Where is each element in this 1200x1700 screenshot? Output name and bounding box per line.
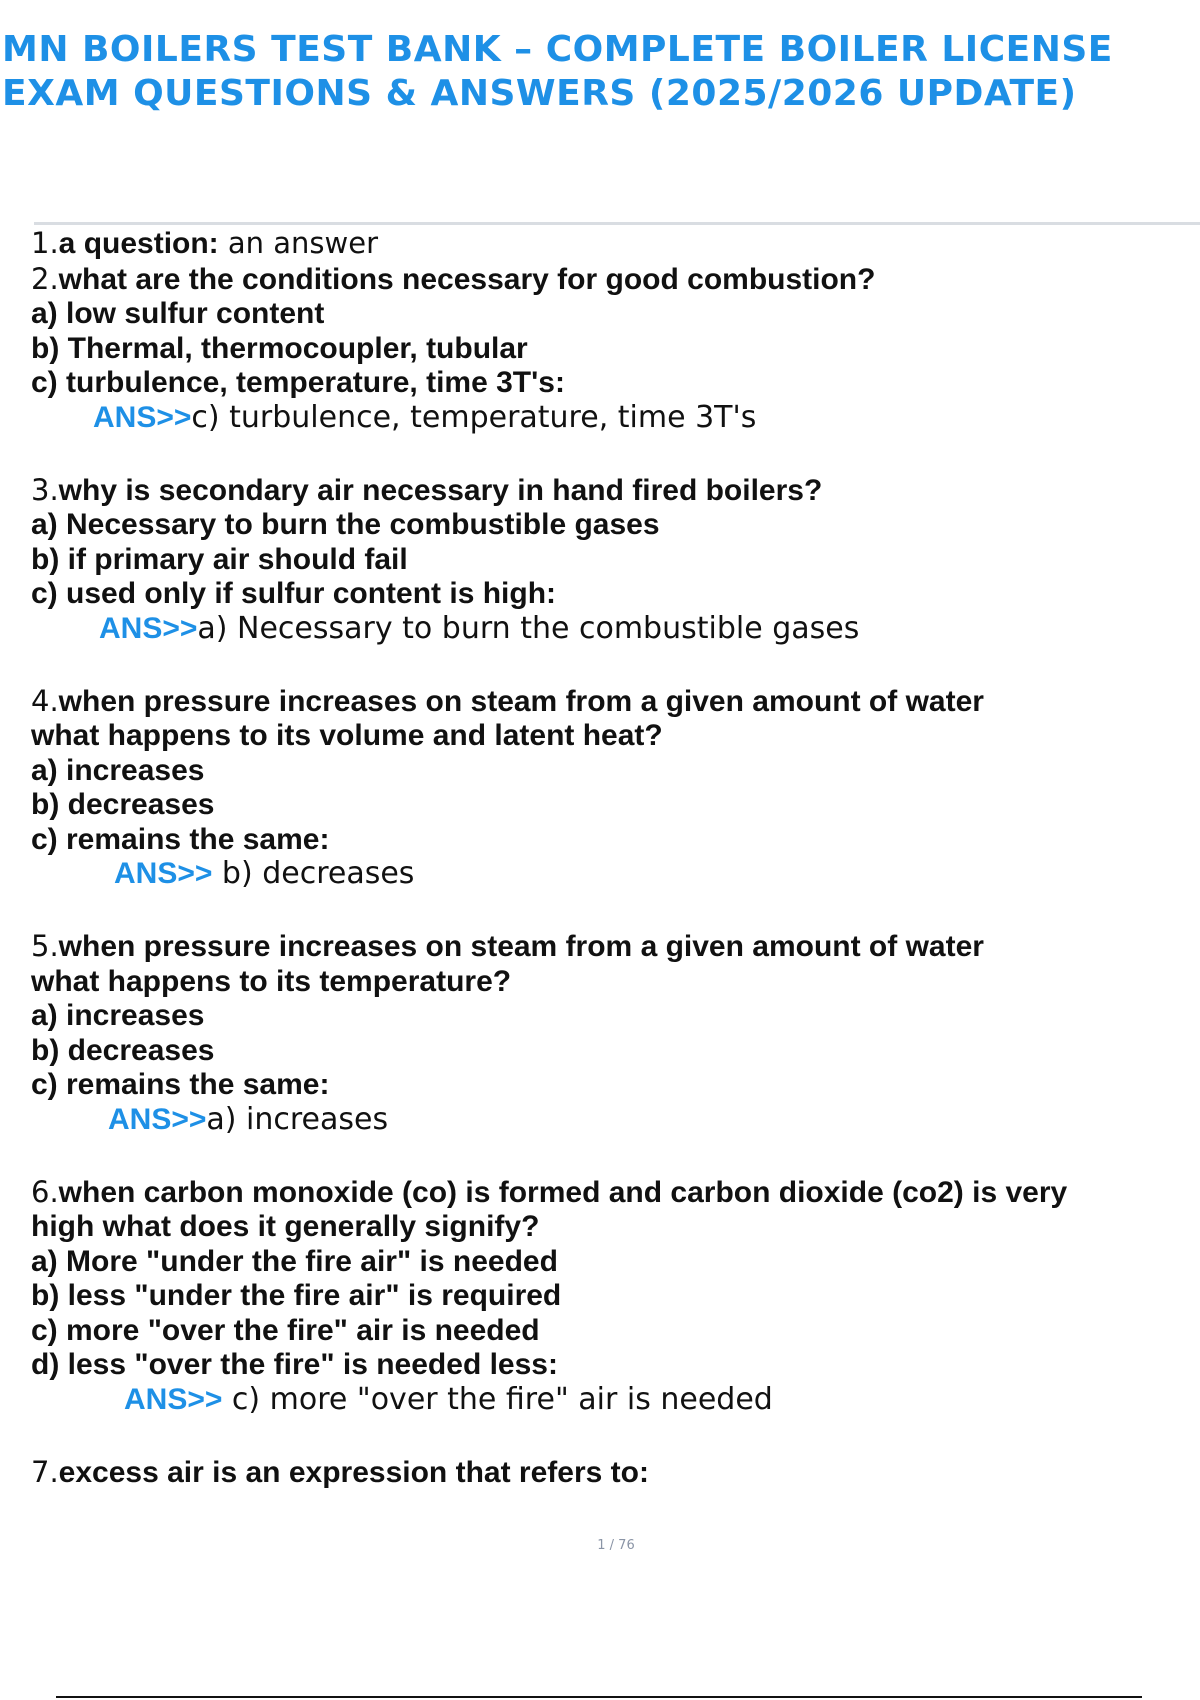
question-text-continued: what happens to its temperature? xyxy=(31,964,512,998)
question-text-continued: what happens to its volume and latent heat? xyxy=(31,719,663,752)
question-text: what are the conditions necessary for good combustion? xyxy=(58,262,876,296)
answer-label: ANS>> xyxy=(108,1102,207,1136)
option-b: b) Thermal, thermocoupler, tubular xyxy=(31,331,528,365)
bottom-divider xyxy=(56,1696,1142,1698)
question-number: 2. xyxy=(31,261,59,296)
answer-text: a) increases xyxy=(206,1101,389,1137)
question-line xyxy=(31,262,1191,298)
option-a: a) increases xyxy=(31,753,205,787)
question-number: 3. xyxy=(31,472,59,507)
page-number: 1 / 76 xyxy=(597,1538,635,1553)
document-title: MN BOILERS TEST BANK – COMPLETE BOILER LICENSE EXAM QUESTIONS & ANSWERS (2025/2026 UPDATE) xyxy=(2,29,1113,114)
question-2 xyxy=(31,262,1191,435)
question-line xyxy=(31,1175,1191,1211)
top-divider xyxy=(34,222,1200,225)
question-text: a question: xyxy=(58,227,219,260)
question-number: 1. xyxy=(31,226,59,260)
answer-label: ANS>> xyxy=(114,857,213,890)
question-text: when pressure increases on steam from a given amount of water xyxy=(58,684,984,718)
question-number: 7. xyxy=(31,1454,59,1489)
answer-text: c) more "over the fire" air is needed xyxy=(222,1381,773,1417)
answer-label: ANS>> xyxy=(99,611,198,645)
option-c: c) used only if sulfur content is high: xyxy=(31,577,557,610)
option-a: a) More "under the fire air" is needed xyxy=(31,1244,558,1278)
question-text: why is secondary air necessary in hand fired boilers? xyxy=(58,473,823,507)
answer-label: ANS>> xyxy=(124,1382,223,1416)
option-a: a) increases xyxy=(31,999,205,1032)
answer-line xyxy=(31,1383,1191,1417)
question-number: 6. xyxy=(31,1174,59,1209)
option-c: c) more "over the fire" air is needed xyxy=(31,1313,540,1347)
question-text: excess air is an expression that refers to: xyxy=(58,1455,649,1489)
option-a: a) low sulfur content xyxy=(31,297,325,330)
question-text: when pressure increases on steam from a given amount of water xyxy=(58,930,984,963)
question-line xyxy=(31,1455,1191,1491)
question-4 xyxy=(31,684,1191,892)
question-number: 5. xyxy=(31,929,59,963)
inline-answer: an answer xyxy=(218,226,379,260)
answer-line xyxy=(31,857,1191,891)
answer-text: b) decreases xyxy=(212,856,415,891)
question-text-continued: high what does it generally signify? xyxy=(31,1210,540,1243)
question-6 xyxy=(31,1175,1191,1417)
option-d: d) less "over the fire" is needed less: xyxy=(31,1348,558,1381)
option-c: c) turbulence, temperature, time 3T's: xyxy=(31,366,565,399)
question-line xyxy=(31,226,1191,262)
question-number: 4. xyxy=(31,683,59,718)
question-3 xyxy=(31,473,1191,646)
answer-text: a) Necessary to burn the combustible gases xyxy=(197,610,860,646)
answer-label: ANS>> xyxy=(93,400,192,434)
answer-line xyxy=(31,1103,1191,1137)
option-b: b) less "under the fire air" is required xyxy=(31,1279,562,1312)
answer-text: c) turbulence, temperature, time 3T's xyxy=(191,399,757,435)
question-5 xyxy=(31,929,1191,1137)
option-b: b) if primary air should fail xyxy=(31,542,408,576)
option-b: b) decreases xyxy=(31,788,215,821)
option-c: c) remains the same: xyxy=(31,822,330,856)
option-b: b) decreases xyxy=(31,1033,215,1067)
question-text: when carbon monoxide (co) is formed and carbon dioxide (co2) is very xyxy=(58,1175,1068,1209)
answer-line xyxy=(31,401,1191,435)
question-1 xyxy=(31,226,1191,262)
option-a: a) Necessary to burn the combustible gases xyxy=(31,508,660,541)
option-c: c) remains the same: xyxy=(31,1068,330,1101)
question-line xyxy=(31,929,1191,965)
question-7 xyxy=(31,1455,1191,1491)
question-line xyxy=(31,473,1191,509)
answer-line xyxy=(31,612,1191,646)
question-line xyxy=(31,684,1191,720)
question-list xyxy=(31,226,1191,1490)
